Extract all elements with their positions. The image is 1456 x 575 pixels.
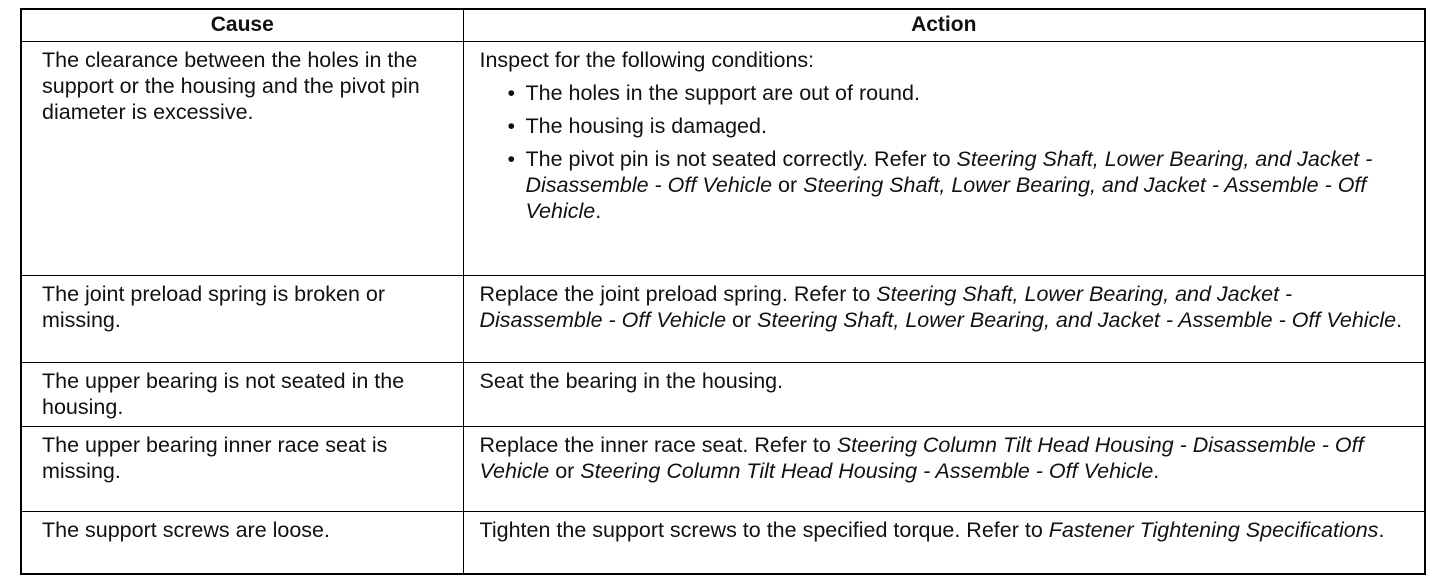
joiner-text: or xyxy=(772,173,804,197)
reference-link[interactable]: Steering Shaft, Lower Bearing, and Jacket - Assemble - Off Vehicle xyxy=(757,308,1397,332)
reference-link[interactable]: Steering Shaft, Lower Bearing, and Jacket - Assemble - Off Vehicle xyxy=(525,173,1367,223)
action-cell xyxy=(463,363,1425,427)
cause-cell: The clearance between the holes in the support or the housing and the pivot pin diameter is excessive. xyxy=(21,42,463,276)
cause-cell: The upper bearing inner race seat is missing. xyxy=(21,427,463,512)
action-cell xyxy=(463,42,1425,276)
action-text: Seat the bearing in the housing. xyxy=(479,369,784,393)
cause-cell: The support screws are loose. xyxy=(21,512,463,574)
reference-link[interactable]: Steering Shaft, Lower Bearing, and Jacket - Disassemble - Off Vehicle xyxy=(525,147,1373,197)
sentence-end: . xyxy=(1396,308,1403,332)
reference-link[interactable]: Steering Column Tilt Head Housing - Disassemble - Off Vehicle xyxy=(479,433,1364,483)
header-action: Action xyxy=(463,9,1425,42)
sentence-end: . xyxy=(1378,518,1385,542)
list-item-text: The pivot pin is not seated correctly. Refer to xyxy=(525,147,957,171)
table-row xyxy=(21,427,1425,512)
table-header-row xyxy=(21,9,1425,42)
sentence-end: . xyxy=(595,199,602,223)
list-item xyxy=(508,80,1415,106)
list-item-text: The holes in the support are out of round. xyxy=(525,81,920,105)
cause-cell: The joint preload spring is broken or missing. xyxy=(21,276,463,363)
table-row xyxy=(21,363,1425,427)
table-row xyxy=(21,42,1425,276)
action-text: Replace the inner race seat. Refer to xyxy=(479,433,837,457)
action-cell xyxy=(463,512,1425,574)
action-text: Replace the joint preload spring. Refer to xyxy=(479,282,877,306)
header-cause: Cause xyxy=(21,9,463,42)
list-item xyxy=(508,113,1415,139)
cause-cell: The upper bearing is not seated in the housing. xyxy=(21,363,463,427)
list-item-text: The housing is damaged. xyxy=(525,114,767,138)
reference-link[interactable]: Steering Shaft, Lower Bearing, and Jacket - Disassemble - Off Vehicle xyxy=(479,282,1293,332)
reference-link[interactable]: Fastener Tightening Specifications xyxy=(1048,518,1379,542)
joiner-text: or xyxy=(726,308,758,332)
table-row xyxy=(21,276,1425,363)
reference-link[interactable]: Steering Column Tilt Head Housing - Assemble - Off Vehicle xyxy=(580,459,1154,483)
cause-action-table xyxy=(20,8,1426,575)
action-cell xyxy=(463,427,1425,512)
action-cell xyxy=(463,276,1425,363)
condition-list xyxy=(480,80,1415,224)
joiner-text: or xyxy=(549,459,581,483)
table-row xyxy=(21,512,1425,574)
sentence-end: . xyxy=(1153,459,1160,483)
action-text: Tighten the support screws to the specified torque. Refer to xyxy=(479,518,1049,542)
action-intro: Inspect for the following conditions: xyxy=(479,48,815,72)
list-item xyxy=(508,146,1415,224)
